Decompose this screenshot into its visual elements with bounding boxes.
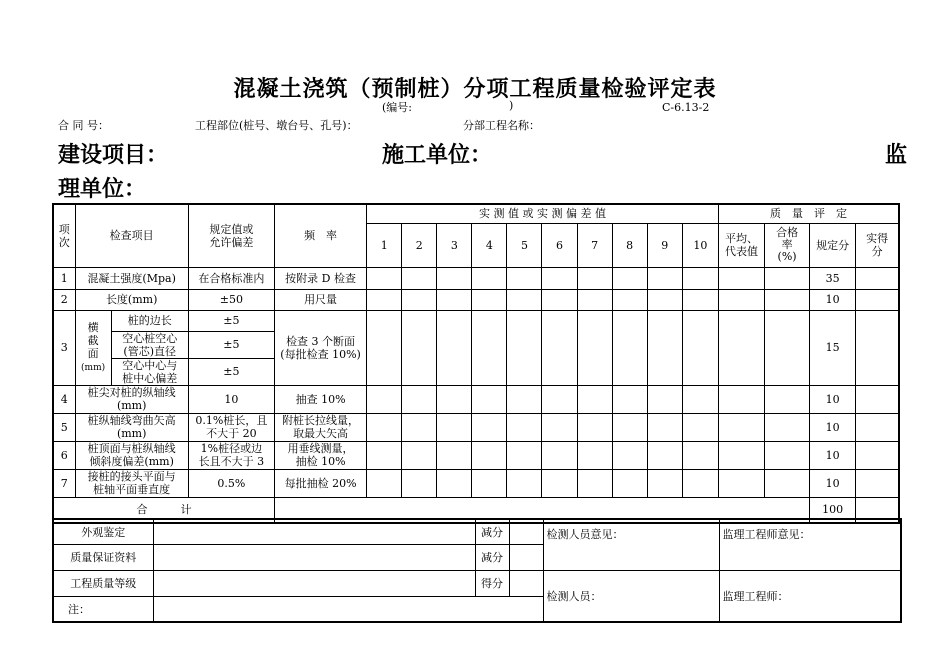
sub-spec: ±5	[188, 331, 274, 358]
measure-cell[interactable]	[682, 267, 718, 289]
measure-cell[interactable]	[402, 310, 437, 385]
quality-docs-input[interactable]	[153, 544, 475, 570]
supervisor-opinion-label: 监理工程师意见：	[722, 528, 811, 541]
row-freq: 用尺量	[274, 289, 366, 310]
measure-cell[interactable]	[682, 289, 718, 310]
measure-col-2: 2	[402, 223, 437, 267]
measure-cell[interactable]	[542, 267, 577, 289]
deduct-input-2[interactable]	[509, 544, 543, 570]
avg-cell[interactable]	[718, 289, 764, 310]
measure-cell[interactable]	[647, 469, 682, 497]
col-actual-header: 实得 分	[856, 223, 899, 267]
grade-input[interactable]	[153, 570, 475, 596]
form-code: C-6.13-2	[662, 101, 710, 114]
appearance-label: 外观鉴定	[53, 519, 153, 544]
row-score: 10	[810, 441, 856, 469]
score-label: 得分	[475, 570, 509, 596]
note-input[interactable]	[153, 596, 543, 622]
row-no: 5	[53, 413, 75, 441]
row-item: 桩尖对桩的纵轴线 (mm)	[75, 385, 188, 413]
measure-cell[interactable]	[682, 310, 718, 385]
row-no: 6	[53, 441, 75, 469]
measure-cell[interactable]	[542, 441, 577, 469]
measure-cell[interactable]	[542, 469, 577, 497]
measure-cell[interactable]	[507, 310, 542, 385]
sub-spec: ±5	[188, 310, 274, 331]
row-spec: ±50	[188, 289, 274, 310]
measure-col-5: 5	[507, 223, 542, 267]
row-item: 接桩的接头平面与 桩轴平面垂直度	[75, 469, 188, 497]
item-no-header-text: 项 次	[58, 222, 70, 249]
row-score: 15	[810, 310, 856, 385]
row-freq: 检查 3 个断面 (每批检查 10%)	[274, 310, 366, 385]
measure-cell[interactable]	[367, 385, 402, 413]
avg-cell[interactable]	[718, 441, 764, 469]
measure-cell[interactable]	[647, 289, 682, 310]
table-row	[53, 289, 899, 310]
supervision-label-part2: 理单位：	[58, 176, 147, 202]
row-freq: 每批抽检 20%	[274, 469, 366, 497]
measure-cell[interactable]	[472, 310, 507, 385]
measure-cell[interactable]	[647, 310, 682, 385]
inspector-sign[interactable]	[543, 570, 719, 622]
measure-cell[interactable]	[647, 385, 682, 413]
measure-cell[interactable]	[472, 469, 507, 497]
col-quality-header: 质 量 评 定	[718, 204, 899, 223]
measure-cell[interactable]	[507, 413, 542, 441]
measure-cell[interactable]	[472, 267, 507, 289]
measure-cell[interactable]	[402, 413, 437, 441]
row-score: 35	[810, 267, 856, 289]
measure-cell[interactable]	[682, 385, 718, 413]
measure-cell[interactable]	[402, 469, 437, 497]
table-row	[53, 385, 899, 413]
assessment-table	[52, 518, 902, 623]
measure-col-8: 8	[612, 223, 647, 267]
cross-section-group	[75, 310, 111, 385]
row-item: 桩纵轴线弯曲矢高 (mm)	[75, 413, 188, 441]
measure-cell[interactable]	[542, 385, 577, 413]
col-score-header: 规定分	[810, 223, 856, 267]
quality-docs-label: 质量保证资料	[53, 544, 153, 570]
measure-cell[interactable]	[437, 289, 472, 310]
form-title: 混凝土浇筑（预制桩）分项工程质量检验评定表	[233, 76, 717, 102]
row-score: 10	[810, 289, 856, 310]
row-no: 3	[53, 310, 75, 385]
measure-cell[interactable]	[612, 385, 647, 413]
supervisor-opinion[interactable]	[719, 519, 901, 570]
measure-cell[interactable]	[577, 469, 612, 497]
measure-cell[interactable]	[647, 267, 682, 289]
measure-cell[interactable]	[612, 413, 647, 441]
measure-cell[interactable]	[367, 413, 402, 441]
pass-rate-cell[interactable]	[765, 289, 810, 310]
avg-cell[interactable]	[718, 469, 764, 497]
row-item: 混凝土强度(Mpa)	[75, 267, 188, 289]
construction-project-label: 建设项目：	[58, 142, 169, 168]
appearance-input[interactable]	[153, 519, 475, 544]
inspection-table	[52, 203, 900, 524]
supervisor-label: 监理工程师：	[722, 589, 789, 603]
avg-cell[interactable]	[718, 310, 764, 385]
table-row	[53, 413, 899, 441]
inspector-label: 检测人员：	[546, 589, 602, 603]
measure-col-10: 10	[682, 223, 718, 267]
pass-rate-cell[interactable]	[765, 441, 810, 469]
sub-spec: ±5	[188, 358, 274, 385]
row-score: 10	[810, 385, 856, 413]
table-row	[53, 441, 899, 469]
measure-cell[interactable]	[542, 289, 577, 310]
measure-cell[interactable]	[472, 289, 507, 310]
cross-section-label: 横 截 面	[87, 320, 99, 360]
col-item-no-header	[53, 204, 75, 267]
avg-cell[interactable]	[718, 385, 764, 413]
pass-rate-cell[interactable]	[765, 267, 810, 289]
measure-col-6: 6	[542, 223, 577, 267]
measure-cell[interactable]	[682, 413, 718, 441]
deduct-input-1[interactable]	[509, 519, 543, 544]
row-item: 桩顶面与桩纵轴线 倾斜度偏差(mm)	[75, 441, 188, 469]
row-spec: 在合格标准内	[188, 267, 274, 289]
total-score: 100	[810, 497, 856, 523]
measure-cell[interactable]	[542, 413, 577, 441]
total-label: 合 计	[53, 497, 274, 523]
measure-cell[interactable]	[472, 413, 507, 441]
measure-col-1: 1	[367, 223, 402, 267]
col-frequency-header: 频 率	[274, 204, 366, 267]
measure-cell[interactable]	[612, 267, 647, 289]
table-row	[53, 310, 899, 331]
inspector-opinion-label: 检测人员意见：	[546, 528, 624, 541]
col-avg-header: 平均、 代表值	[718, 223, 764, 267]
measure-cell[interactable]	[367, 289, 402, 310]
location-label: 工程部位(桩号、墩台号、孔号)：	[195, 119, 358, 132]
pass-rate-cell[interactable]	[765, 469, 810, 497]
measure-cell[interactable]	[367, 310, 402, 385]
measure-cell[interactable]	[577, 385, 612, 413]
col-spec-header: 规定值或 允许偏差	[188, 204, 274, 267]
measure-cell[interactable]	[437, 267, 472, 289]
actual-score-cell[interactable]	[856, 267, 899, 289]
measure-cell[interactable]	[577, 310, 612, 385]
measure-cell[interactable]	[402, 441, 437, 469]
row-score: 10	[810, 469, 856, 497]
row-spec: 0.1%桩长，且 不大于 20	[188, 413, 274, 441]
measure-cell[interactable]	[647, 413, 682, 441]
measure-cell[interactable]	[647, 441, 682, 469]
cross-section-unit: (mm)	[81, 362, 106, 373]
measure-cell[interactable]	[437, 441, 472, 469]
actual-score-cell[interactable]	[856, 441, 899, 469]
row-no: 7	[53, 469, 75, 497]
grade-label: 工程质量等级	[53, 570, 153, 596]
sub-item: 桩的边长	[111, 310, 188, 331]
measure-col-4: 4	[472, 223, 507, 267]
measure-cell[interactable]	[507, 441, 542, 469]
measure-cell[interactable]	[402, 289, 437, 310]
avg-cell[interactable]	[718, 267, 764, 289]
deduct-label-1: 减分	[475, 519, 509, 544]
pass-rate-cell[interactable]	[765, 385, 810, 413]
supervision-label-part1: 监	[885, 142, 908, 168]
col-measured-header: 实 测 值 或 实 测 偏 差 值	[367, 204, 719, 223]
actual-score-cell[interactable]	[856, 310, 899, 385]
row-item: 长度(mm)	[75, 289, 188, 310]
measure-cell[interactable]	[612, 469, 647, 497]
row-no: 1	[53, 267, 75, 289]
measure-cell[interactable]	[472, 441, 507, 469]
measure-cell[interactable]	[507, 267, 542, 289]
measure-cell[interactable]	[437, 385, 472, 413]
number-close: )	[509, 99, 514, 112]
measure-cell[interactable]	[682, 469, 718, 497]
row-freq: 抽查 10%	[274, 385, 366, 413]
row-freq: 用垂线测量， 抽检 10%	[274, 441, 366, 469]
score-input[interactable]	[509, 570, 543, 596]
measure-col-3: 3	[437, 223, 472, 267]
measure-cell[interactable]	[367, 469, 402, 497]
measure-col-7: 7	[577, 223, 612, 267]
measure-cell[interactable]	[577, 267, 612, 289]
measure-cell[interactable]	[367, 267, 402, 289]
row-no: 2	[53, 289, 75, 310]
measure-cell[interactable]	[402, 267, 437, 289]
table-row	[53, 267, 899, 289]
row-no: 4	[53, 385, 75, 413]
measure-col-9: 9	[647, 223, 682, 267]
deduct-label-2: 减分	[475, 544, 509, 570]
row-spec: 1%桩径或边 长且不大于 3	[188, 441, 274, 469]
col-check-item-header: 检查项目	[75, 204, 188, 267]
measure-cell[interactable]	[612, 310, 647, 385]
note-label: 注：	[53, 596, 153, 622]
measure-cell[interactable]	[507, 385, 542, 413]
measure-cell[interactable]	[577, 289, 612, 310]
measure-cell[interactable]	[402, 385, 437, 413]
measure-cell[interactable]	[612, 289, 647, 310]
measure-cell[interactable]	[507, 469, 542, 497]
measure-cell[interactable]	[577, 441, 612, 469]
measure-cell[interactable]	[612, 441, 647, 469]
row-freq: 按附录 D 检查	[274, 267, 366, 289]
construction-unit-label: 施工单位：	[382, 142, 493, 168]
row-spec: 0.5%	[188, 469, 274, 497]
avg-cell[interactable]	[718, 413, 764, 441]
measure-cell[interactable]	[437, 310, 472, 385]
row-freq: 附桩长拉线量， 取最大矢高	[274, 413, 366, 441]
pass-rate-cell[interactable]	[765, 310, 810, 385]
measure-cell[interactable]	[437, 413, 472, 441]
actual-score-cell[interactable]	[856, 413, 899, 441]
contract-no-label: 合 同 号：	[58, 119, 109, 132]
actual-score-cell[interactable]	[856, 289, 899, 310]
measure-cell[interactable]	[437, 469, 472, 497]
sub-item: 空心桩空心 (管芯)直径	[111, 331, 188, 358]
inspector-opinion[interactable]	[543, 519, 719, 570]
table-row	[53, 469, 899, 497]
measure-cell[interactable]	[577, 413, 612, 441]
number-label: (编号:	[382, 101, 412, 114]
row-score: 10	[810, 413, 856, 441]
pass-rate-cell[interactable]	[765, 413, 810, 441]
supervisor-sign[interactable]	[719, 570, 901, 622]
measure-cell[interactable]	[367, 441, 402, 469]
measure-cell[interactable]	[507, 289, 542, 310]
actual-score-cell[interactable]	[856, 469, 899, 497]
subproject-label: 分部工程名称：	[463, 119, 540, 132]
col-pass-rate-header: 合格 率 (%)	[765, 223, 810, 267]
actual-score-cell[interactable]	[856, 385, 899, 413]
measure-cell[interactable]	[472, 385, 507, 413]
measure-cell[interactable]	[682, 441, 718, 469]
measure-cell[interactable]	[542, 310, 577, 385]
row-spec: 10	[188, 385, 274, 413]
sub-item: 空心中心与 桩中心偏差	[111, 358, 188, 385]
